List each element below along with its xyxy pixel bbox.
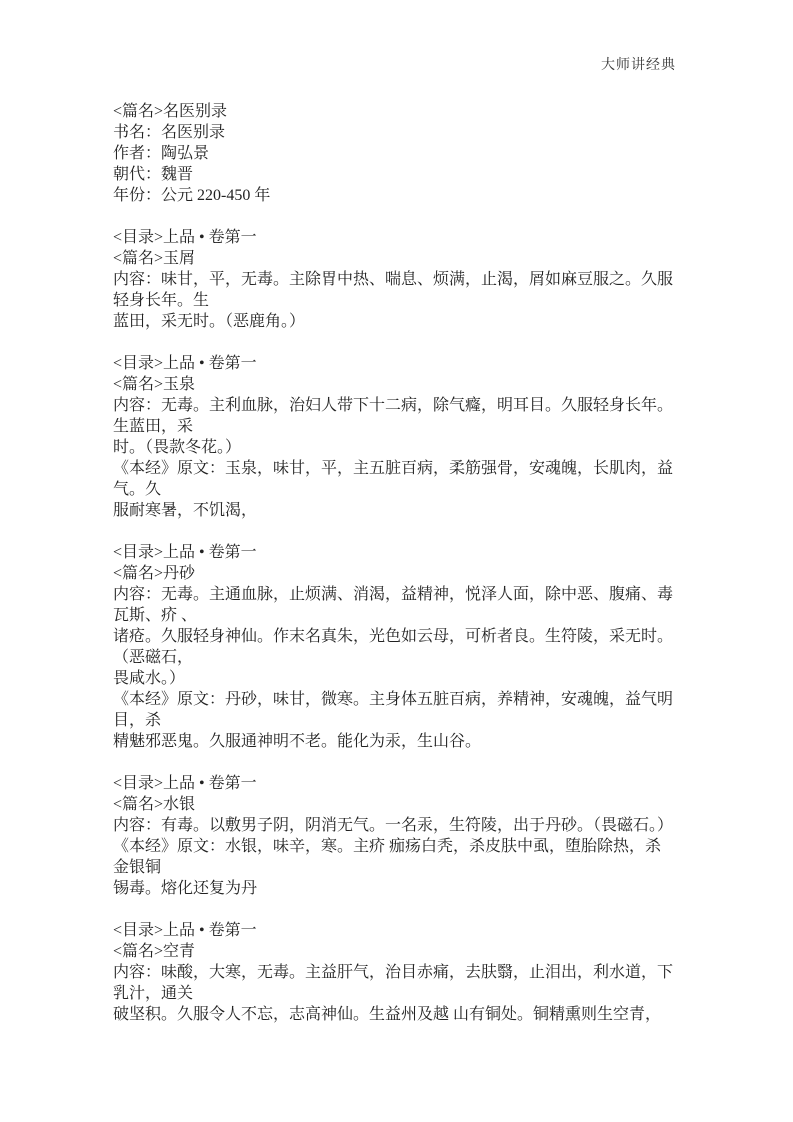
text-line: 内容：味酸，大寒，无毒。主益肝气，治目赤痛，去肤翳，止泪出，利水道，下 <box>113 964 674 981</box>
text-line: 年份：公元 220-450 年 <box>113 187 271 204</box>
text-line: （恶磁石， <box>113 649 194 666</box>
text-line: 瓦斯、疥 、 <box>113 607 198 624</box>
text-line: 内容：无毒。主通血脉，止烦满、消渴，益精神，悦泽人面，除中恶、腹痛、毒 <box>113 586 674 603</box>
text-line: 精魅邪恶鬼。久服通神明不老。能化为汞，生山谷。 <box>113 733 482 750</box>
text-line: 乳汁，通关 <box>113 985 194 1002</box>
text-line: 服耐寒暑，不饥渴， <box>113 502 258 519</box>
text-line: <目录>上品 • 卷第一 <box>113 544 257 561</box>
text-line: 诸疮。久服轻身神仙。作末名真朱，光色如云母，可析者良。生符陵，采无时。 <box>113 628 674 645</box>
text-line: 《本经》原文：丹砂，味甘，微寒。主身体五脏百病，养精神，安魂魄，益气明 <box>113 691 674 708</box>
entry-block-yuquan <box>113 353 689 521</box>
text-line: 内容：味甘，平，无毒。主除胃中热、喘息、烦满，止渴，屑如麻豆服之。久服 <box>113 271 674 288</box>
text-line: 《本经》原文：玉泉，味甘，平，主五脏百病，柔筋强骨，安魂魄，长肌肉，益 <box>113 460 674 477</box>
text-line: 书名：名医别录 <box>113 124 226 141</box>
entry-block-yuxie <box>113 227 689 332</box>
text-line: 目，杀 <box>113 712 162 729</box>
text-line: <目录>上品 • 卷第一 <box>113 922 257 939</box>
text-line: <篇名>空青 <box>113 943 196 960</box>
entry-block-dansha <box>113 542 689 752</box>
entry-block-shuiyin <box>113 773 689 899</box>
text-line: 畏咸水。） <box>113 670 186 687</box>
text-line: <目录>上品 • 卷第一 <box>113 355 257 372</box>
text-line: <篇名>玉屑 <box>113 250 196 267</box>
text-line: 生蓝田，采 <box>113 418 194 435</box>
text-line: <目录>上品 • 卷第一 <box>113 775 257 792</box>
text-line: 《本经》原文：水银，味辛，寒。主疥 痂疡白秃，杀皮肤中虱，堕胎除热，杀 <box>113 838 662 855</box>
text-line: 气。久 <box>113 481 162 498</box>
text-line: 作者：陶弘景 <box>113 145 210 162</box>
text-line: 内容：无毒。主利血脉，治妇人带下十二病，除气癃，明耳目。久服轻身长年。 <box>113 397 674 414</box>
text-line: <篇名>玉泉 <box>113 376 196 393</box>
document-content <box>113 101 689 1025</box>
page-header-watermark: 大师讲经典 <box>601 58 676 73</box>
text-line: <篇名>丹砂 <box>113 565 196 582</box>
text-line: 蓝田，采无时。（恶鹿角。） <box>113 313 306 330</box>
text-line: <篇名>名医别录 <box>113 103 228 120</box>
text-line: <目录>上品 • 卷第一 <box>113 229 257 246</box>
text-line: 金银铜 <box>113 859 162 876</box>
text-line: 内容：有毒。以敷男子阴，阴消无气。一名汞，生符陵，出于丹砂。（畏磁石。） <box>113 817 674 834</box>
text-line: 时。（畏款冬花。） <box>113 439 242 456</box>
entry-block-kongqing <box>113 920 689 1025</box>
text-line: 轻身长年。生 <box>113 292 210 309</box>
text-line: 破坚积。久服令人不忘，志高神仙。生益州及越 山有铜处。铜精熏则生空青， <box>113 1006 662 1023</box>
meta-block <box>113 101 689 206</box>
text-line: 朝代：魏晋 <box>113 166 194 183</box>
text-line: <篇名>水银 <box>113 796 196 813</box>
text-line: 锡毒。熔化还复为丹 <box>113 880 258 897</box>
